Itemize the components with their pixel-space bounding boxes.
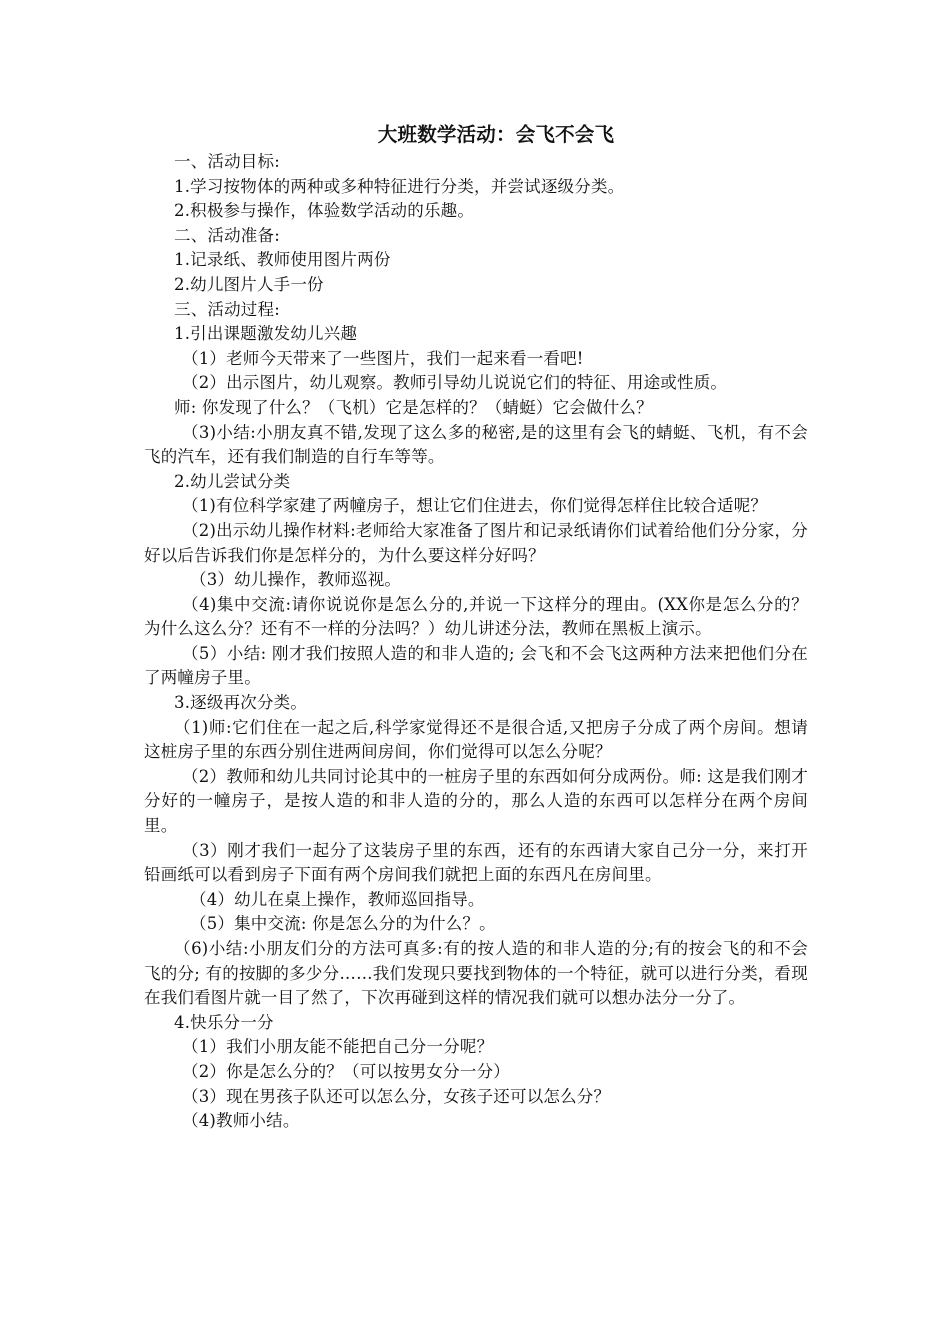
paragraph-list: [144, 150, 808, 1134]
paragraph: （2）出示图片，幼儿观察。教师引导幼儿说说它们的特征、用途或性质。: [182, 373, 728, 393]
paragraph: （5）小结: 刚才我们按照人造的和非人造的; 会飞和不会飞这两种方法来把他们分在了两幢房子里。: [144, 643, 808, 688]
paragraph: 2.积极参与操作，体验数学活动的乐趣。: [174, 201, 475, 221]
paragraph: （2）你是怎么分的？（可以按男女分一分）: [182, 1061, 510, 1081]
document-title: 大班数学活动：会飞不会飞: [377, 123, 615, 146]
paragraph: （2）教师和幼儿共同讨论其中的一桩房子里的东西如何分成两份。师: 这是我们刚才分好的一幢房子，是按人造的和非人造的分的，那么人造的东西可以怎样分在两个房间里。: [144, 766, 808, 836]
paragraph: 3.逐级再次分类。: [174, 693, 308, 713]
paragraph: 4.快乐分一分: [174, 1012, 274, 1032]
paragraph: 师: 你发现了什么？（飞机）它是怎样的？（蜻蜓）它会做什么？: [174, 397, 653, 417]
paragraph: （2)出示幼儿操作材料:老师给大家准备了图片和记录纸请你们试着给他们分分家，分好以后告诉我们你是怎样分的，为什么要这样分好吗？: [144, 520, 808, 565]
paragraph: （1）老师今天带来了一些图片，我们一起来看一看吧!: [182, 348, 584, 368]
paragraph: （1)有位科学家建了两幢房子，想让它们住进去，你们觉得怎样住比较合适呢？: [182, 496, 768, 516]
paragraph: 三、活动过程:: [174, 299, 280, 319]
paragraph: （6)小结:小朋友们分的方法可真多:有的按人造的和非人造的分;有的按会飞的和不会飞的分; 有的按脚的多少分……我们发现只要找到物体的一个特征，就可以进行分类，看现在我们看图片就一目了然了，下次再碰到这样的情况我们就可以想办法分一分了。: [144, 939, 808, 1008]
paragraph: 一、活动目标:: [174, 152, 280, 171]
paragraph: （1）我们小朋友能不能把自己分一分呢？: [182, 1037, 494, 1057]
paragraph: 1.学习按物体的两种或多种特征进行分类，并尝试逐级分类。: [174, 176, 625, 196]
paragraph: （4)教师小结。: [182, 1111, 300, 1131]
document-body: [144, 120, 808, 1134]
paragraph: 2.幼儿尝试分类: [174, 471, 291, 491]
paragraph: （1)师:它们住在一起之后,科学家觉得还不是很合适,又把房子分成了两个房间。想请这桩房子里的东西分别住进两间房间，你们觉得可以怎么分呢？: [144, 717, 808, 762]
paragraph: （5）集中交流: 你是怎么分的为什么？。: [190, 914, 496, 934]
paragraph: （3)小结:小朋友真不错,发现了这么多的秘密,是的这里有会飞的蜻蜓、飞机，有不会飞的汽车，还有我们制造的自行车等等。: [144, 422, 808, 467]
paragraph: （3）刚才我们一起分了这装房子里的东西，还有的东西请大家自己分一分，来打开铅画纸可以看到房子下面有两个房间我们就把上面的东西凡在房间里。: [144, 840, 808, 885]
paragraph: 1.记录纸、教师使用图片两份: [174, 250, 391, 270]
paragraph: 二、活动准备:: [174, 225, 280, 245]
paragraph: （4）幼儿在桌上操作，教师巡回指导。: [190, 889, 485, 909]
paragraph: 1.引出课题激发幼儿兴趣: [174, 324, 358, 344]
paragraph: （3）幼儿操作，教师巡视。: [190, 570, 402, 590]
paragraph: （4)集中交流:请你说说你是怎么分的,并说一下这样分的理由。(XX你是怎么分的？为什么这么分？还有不一样的分法吗？）幼儿讲述分法，教师在黑板上演示。: [144, 594, 808, 639]
paragraph: （3）现在男孩子队还可以怎么分，女孩子还可以怎么分？: [182, 1086, 611, 1106]
paragraph: 2.幼儿图片人手一份: [174, 274, 324, 294]
